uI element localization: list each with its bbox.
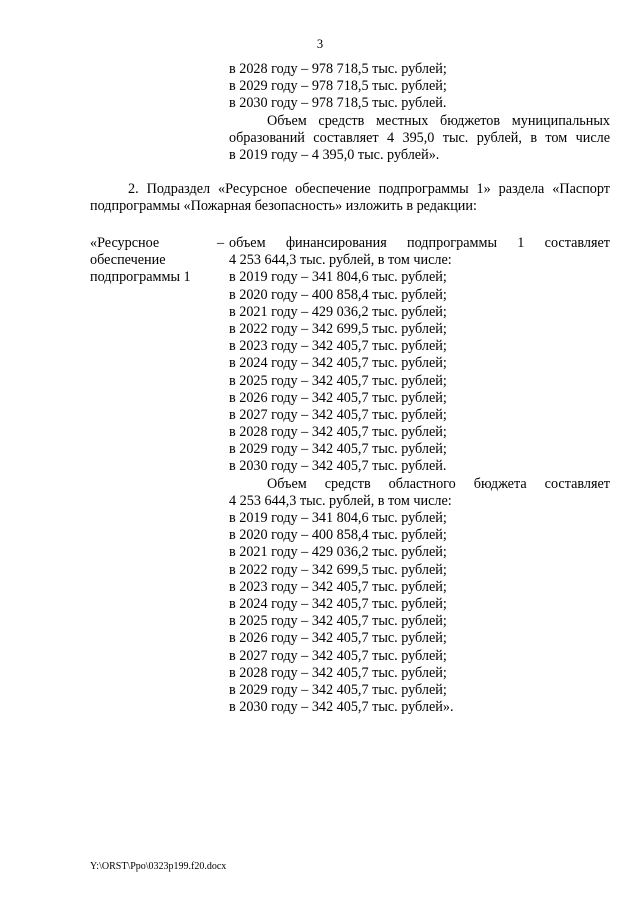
financing-intro-line: объем финансирования подпрограммы 1 составляет bbox=[229, 235, 610, 251]
local-budget-line: Объем средств местных бюджетов муниципальных bbox=[267, 112, 610, 129]
regional-intro-line: 4 253 644,3 тыс. рублей, в том числе: bbox=[229, 492, 452, 509]
financing-year-line: в 2026 году – 342 405,7 тыс. рублей; bbox=[229, 389, 447, 406]
regional-year-line: в 2026 году – 342 405,7 тыс. рублей; bbox=[229, 630, 447, 647]
year-line: в 2029 году – 978 718,5 тыс. рублей; bbox=[229, 78, 447, 95]
financing-year-line: в 2024 году – 342 405,7 тыс. рублей; bbox=[229, 355, 447, 372]
label-line: подпрограммы 1 bbox=[90, 269, 191, 286]
financing-year-line: в 2025 году – 342 405,7 тыс. рублей; bbox=[229, 372, 447, 389]
year-line: в 2028 году – 978 718,5 тыс. рублей; bbox=[229, 61, 447, 77]
financing-year-line: в 2029 году – 342 405,7 тыс. рублей; bbox=[229, 441, 447, 458]
financing-year-line: в 2030 году – 342 405,7 тыс. рублей. bbox=[229, 458, 447, 475]
local-budget-line: образований составляет 4 395,0 тыс. рублей, в том числе bbox=[229, 129, 610, 146]
financing-year-line: в 2021 году – 429 036,2 тыс. рублей; bbox=[229, 303, 447, 320]
local-budget-line: в 2019 году – 4 395,0 тыс. рублей». bbox=[229, 146, 440, 163]
financing-year-line: в 2028 году – 342 405,7 тыс. рублей; bbox=[229, 424, 447, 441]
file-path-footer: Y:\ORST\Ppo\0323p199.f20.docx bbox=[90, 861, 227, 872]
financing-intro-line: 4 253 644,3 тыс. рублей, в том числе: bbox=[229, 252, 452, 269]
paragraph-line: подпрограммы «Пожарная безопасность» изложить в редакции: bbox=[90, 198, 477, 215]
regional-intro-line: Объем средств областного бюджета составляет bbox=[267, 475, 610, 492]
regional-year-line: в 2027 году – 342 405,7 тыс. рублей; bbox=[229, 647, 447, 664]
financing-year-line: в 2023 году – 342 405,7 тыс. рублей; bbox=[229, 338, 447, 355]
regional-year-line: в 2023 году – 342 405,7 тыс. рублей; bbox=[229, 578, 447, 595]
financing-block bbox=[229, 235, 610, 716]
regional-year-line: в 2029 году – 342 405,7 тыс. рублей; bbox=[229, 681, 447, 698]
resource-label bbox=[90, 235, 210, 287]
label-line: «Ресурсное bbox=[90, 235, 160, 251]
regional-year-line: в 2028 году – 342 405,7 тыс. рублей; bbox=[229, 664, 447, 681]
financing-year-line: в 2022 году – 342 699,5 тыс. рублей; bbox=[229, 320, 447, 337]
page-number: 3 bbox=[316, 37, 324, 51]
financing-year-line: в 2027 году – 342 405,7 тыс. рублей; bbox=[229, 406, 447, 423]
financing-year-line: в 2020 году – 400 858,4 тыс. рублей; bbox=[229, 286, 447, 303]
regional-year-line: в 2024 году – 342 405,7 тыс. рублей; bbox=[229, 595, 447, 612]
separator-dash: – bbox=[217, 235, 225, 251]
regional-year-line: в 2025 году – 342 405,7 тыс. рублей; bbox=[229, 613, 447, 630]
regional-year-line: в 2030 году – 342 405,7 тыс. рублей». bbox=[229, 699, 454, 716]
regional-year-line: в 2020 году – 400 858,4 тыс. рублей; bbox=[229, 527, 447, 544]
year-line: в 2030 году – 978 718,5 тыс. рублей. bbox=[229, 95, 447, 112]
regional-year-line: в 2019 году – 341 804,6 тыс. рублей; bbox=[229, 510, 447, 526]
financing-year-line: в 2019 году – 341 804,6 тыс. рублей; bbox=[229, 269, 447, 286]
regional-year-line: в 2022 году – 342 699,5 тыс. рублей; bbox=[229, 561, 447, 578]
paragraph-line: 2. Подраздел «Ресурсное обеспечение подпрограммы 1» раздела «Паспорт bbox=[128, 181, 610, 197]
regional-year-line: в 2021 году – 429 036,2 тыс. рублей; bbox=[229, 544, 447, 561]
label-line: обеспечение bbox=[90, 252, 166, 269]
amendment-paragraph bbox=[90, 181, 610, 215]
top-continuation-block bbox=[229, 61, 610, 164]
